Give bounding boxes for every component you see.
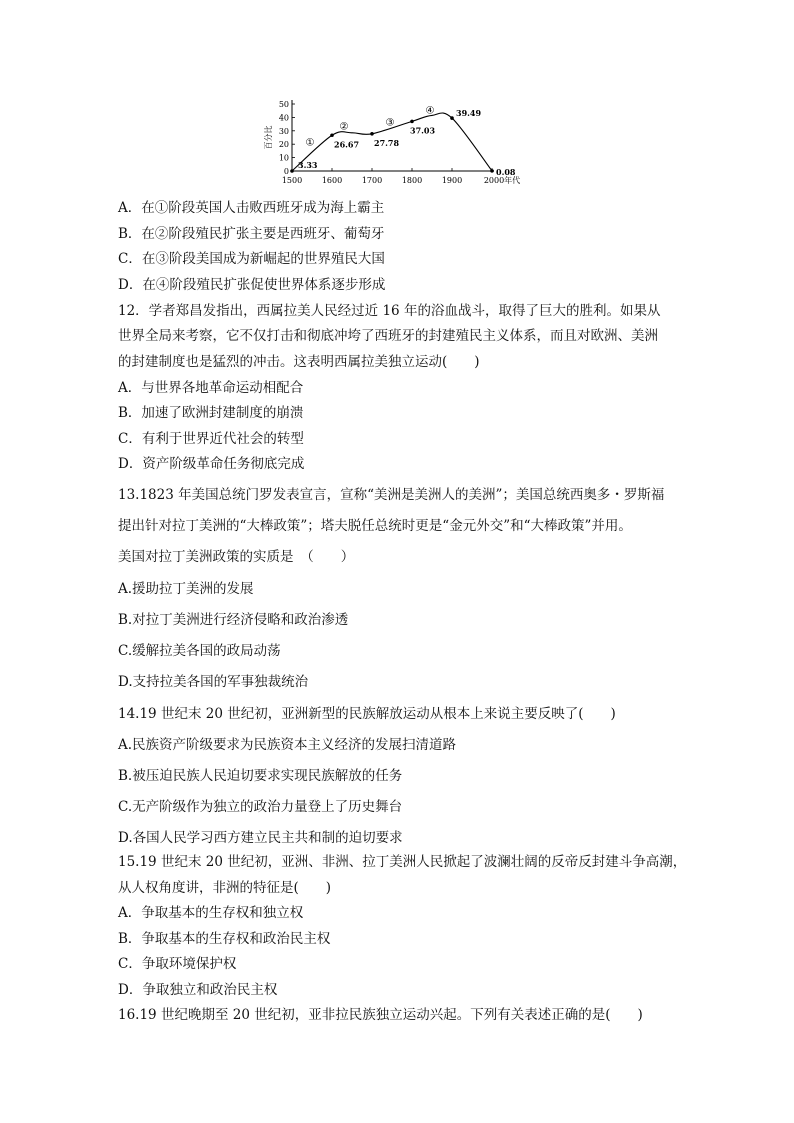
- data-label: 0.08: [496, 166, 516, 177]
- q12-option-b: B．加速了欧洲封建制度的崩溃: [118, 405, 304, 421]
- q14-stem: 14.19 世纪末 20 世纪初，亚洲新型的民族解放运动从根本上来说主要反映了( ): [118, 706, 616, 722]
- q12-option-a: A．与世界各地革命运动相配合: [118, 380, 304, 396]
- q11-option-a: A．在①阶段英国人击败西班牙成为海上霸主: [118, 200, 385, 216]
- q15-stem-line1: 15.19 世纪末 20 世纪初，亚洲、非洲、拉丁美洲人民掀起了波澜壮阔的反帝反封建斗争高潮，: [118, 854, 687, 870]
- stage-marker: ①: [305, 137, 315, 149]
- data-point: [490, 169, 494, 173]
- q13-stem-line2: 提出针对拉丁美洲的“大棒政策”；塔夫脱任总统时更是“金元外交”和“大棒政策”并用。: [118, 518, 632, 534]
- q11-option-c: C．在③阶段美国成为新崛起的世界殖民大国: [118, 251, 385, 267]
- data-point: [450, 116, 454, 120]
- q13-option-d: D.支持拉美各国的军事独裁统治: [118, 674, 309, 690]
- q11-option-d: D．在④阶段殖民扩张促使世界体系逐步形成: [118, 277, 386, 293]
- y-tick-label: 40: [278, 113, 289, 123]
- q14-option-b: B.被压迫民族人民迫切要求实现民族解放的任务: [118, 768, 403, 784]
- q12-option-c: C．有利于世界近代社会的转型: [118, 431, 304, 447]
- stage-marker: ②: [339, 121, 349, 133]
- q12-stem-line1: 12．学者郑昌发指出，西属拉美人民经过近 16 年的浴血战斗，取得了巨大的胜利。如果从: [118, 303, 661, 319]
- q14-option-d: D.各国人民学习西方建立民主共和制的迫切要求: [118, 830, 403, 846]
- q14-option-a: A.民族资产阶级要求为民族资本主义经济的发展扫清道路: [118, 737, 457, 753]
- stage-marker: ③: [385, 117, 395, 129]
- data-point: [370, 132, 374, 136]
- stage-marker: ④: [425, 105, 435, 117]
- q13-option-a: A.援助拉丁美洲的发展: [118, 581, 254, 597]
- y-tick-label: 20: [278, 140, 289, 150]
- data-point: [410, 120, 414, 124]
- data-label: 27.78: [374, 137, 400, 148]
- data-label: 39.49: [456, 108, 482, 119]
- data-point: [290, 169, 294, 173]
- q13-option-c: C.缓解拉美各国的政局动荡: [118, 643, 281, 659]
- data-label: 26.67: [334, 139, 360, 150]
- q15-option-d: D．争取独立和政治民主权: [118, 982, 278, 998]
- data-label: 3.33: [298, 160, 318, 170]
- colonial-percentage-chart: [262, 96, 532, 188]
- q12-stem-line2: 世界全局来考察，它不仅打击和彻底冲垮了西班牙的封建殖民主义体系，而且对欧洲、美洲: [118, 328, 658, 344]
- x-tick-label: 1600: [321, 176, 343, 185]
- q15-option-a: A．争取基本的生存权和独立权: [118, 905, 304, 921]
- q12-stem-line3: 的封建制度也是猛烈的冲击。这表明西属拉美独立运动( ): [118, 354, 480, 370]
- x-tick-label: 1700: [361, 176, 383, 185]
- q14-option-c: C.无产阶级作为独立的政治力量登上了历史舞台: [118, 799, 403, 815]
- q15-option-b: B．争取基本的生存权和政治民主权: [118, 931, 331, 947]
- data-point: [330, 133, 334, 137]
- q16-stem: 16.19 世纪晚期至 20 世纪初，亚非拉民族独立运动兴起。下列有关表述正确的是( ): [118, 1007, 643, 1023]
- q11-option-b: B．在②阶段殖民扩张主要是西班牙、葡萄牙: [118, 226, 385, 242]
- q13-option-b: B.对拉丁美洲进行经济侵略和政治渗透: [118, 612, 349, 628]
- y-tick-label: 0: [283, 167, 289, 176]
- x-tick-label: 1800: [401, 176, 423, 185]
- y-axis-label: 百分比: [264, 125, 273, 150]
- data-label: 37.03: [410, 125, 436, 136]
- y-tick-label: 10: [278, 153, 289, 163]
- x-tick-label: 1500: [281, 176, 303, 185]
- x-tick-label: 1900: [441, 176, 463, 185]
- q15-option-c: C．争取环境保护权: [118, 956, 237, 972]
- q12-option-d: D．资产阶级革命任务彻底完成: [118, 456, 305, 472]
- y-tick-label: 30: [278, 126, 289, 136]
- q13-stem-line3: 美国对拉丁美洲政策的实质是 （ ）: [118, 549, 355, 565]
- y-tick-label: 50: [278, 100, 289, 109]
- x-tick-label: 2000年代: [483, 176, 521, 185]
- q13-stem-line1: 13.1823 年美国总统门罗发表宣言，宣称“美洲是美洲人的美洲”；美国总统西奥多・罗斯福: [118, 487, 665, 503]
- chart-labels: [298, 105, 516, 177]
- q15-stem-line2: 从人权角度讲，非洲的特征是( ): [118, 880, 332, 896]
